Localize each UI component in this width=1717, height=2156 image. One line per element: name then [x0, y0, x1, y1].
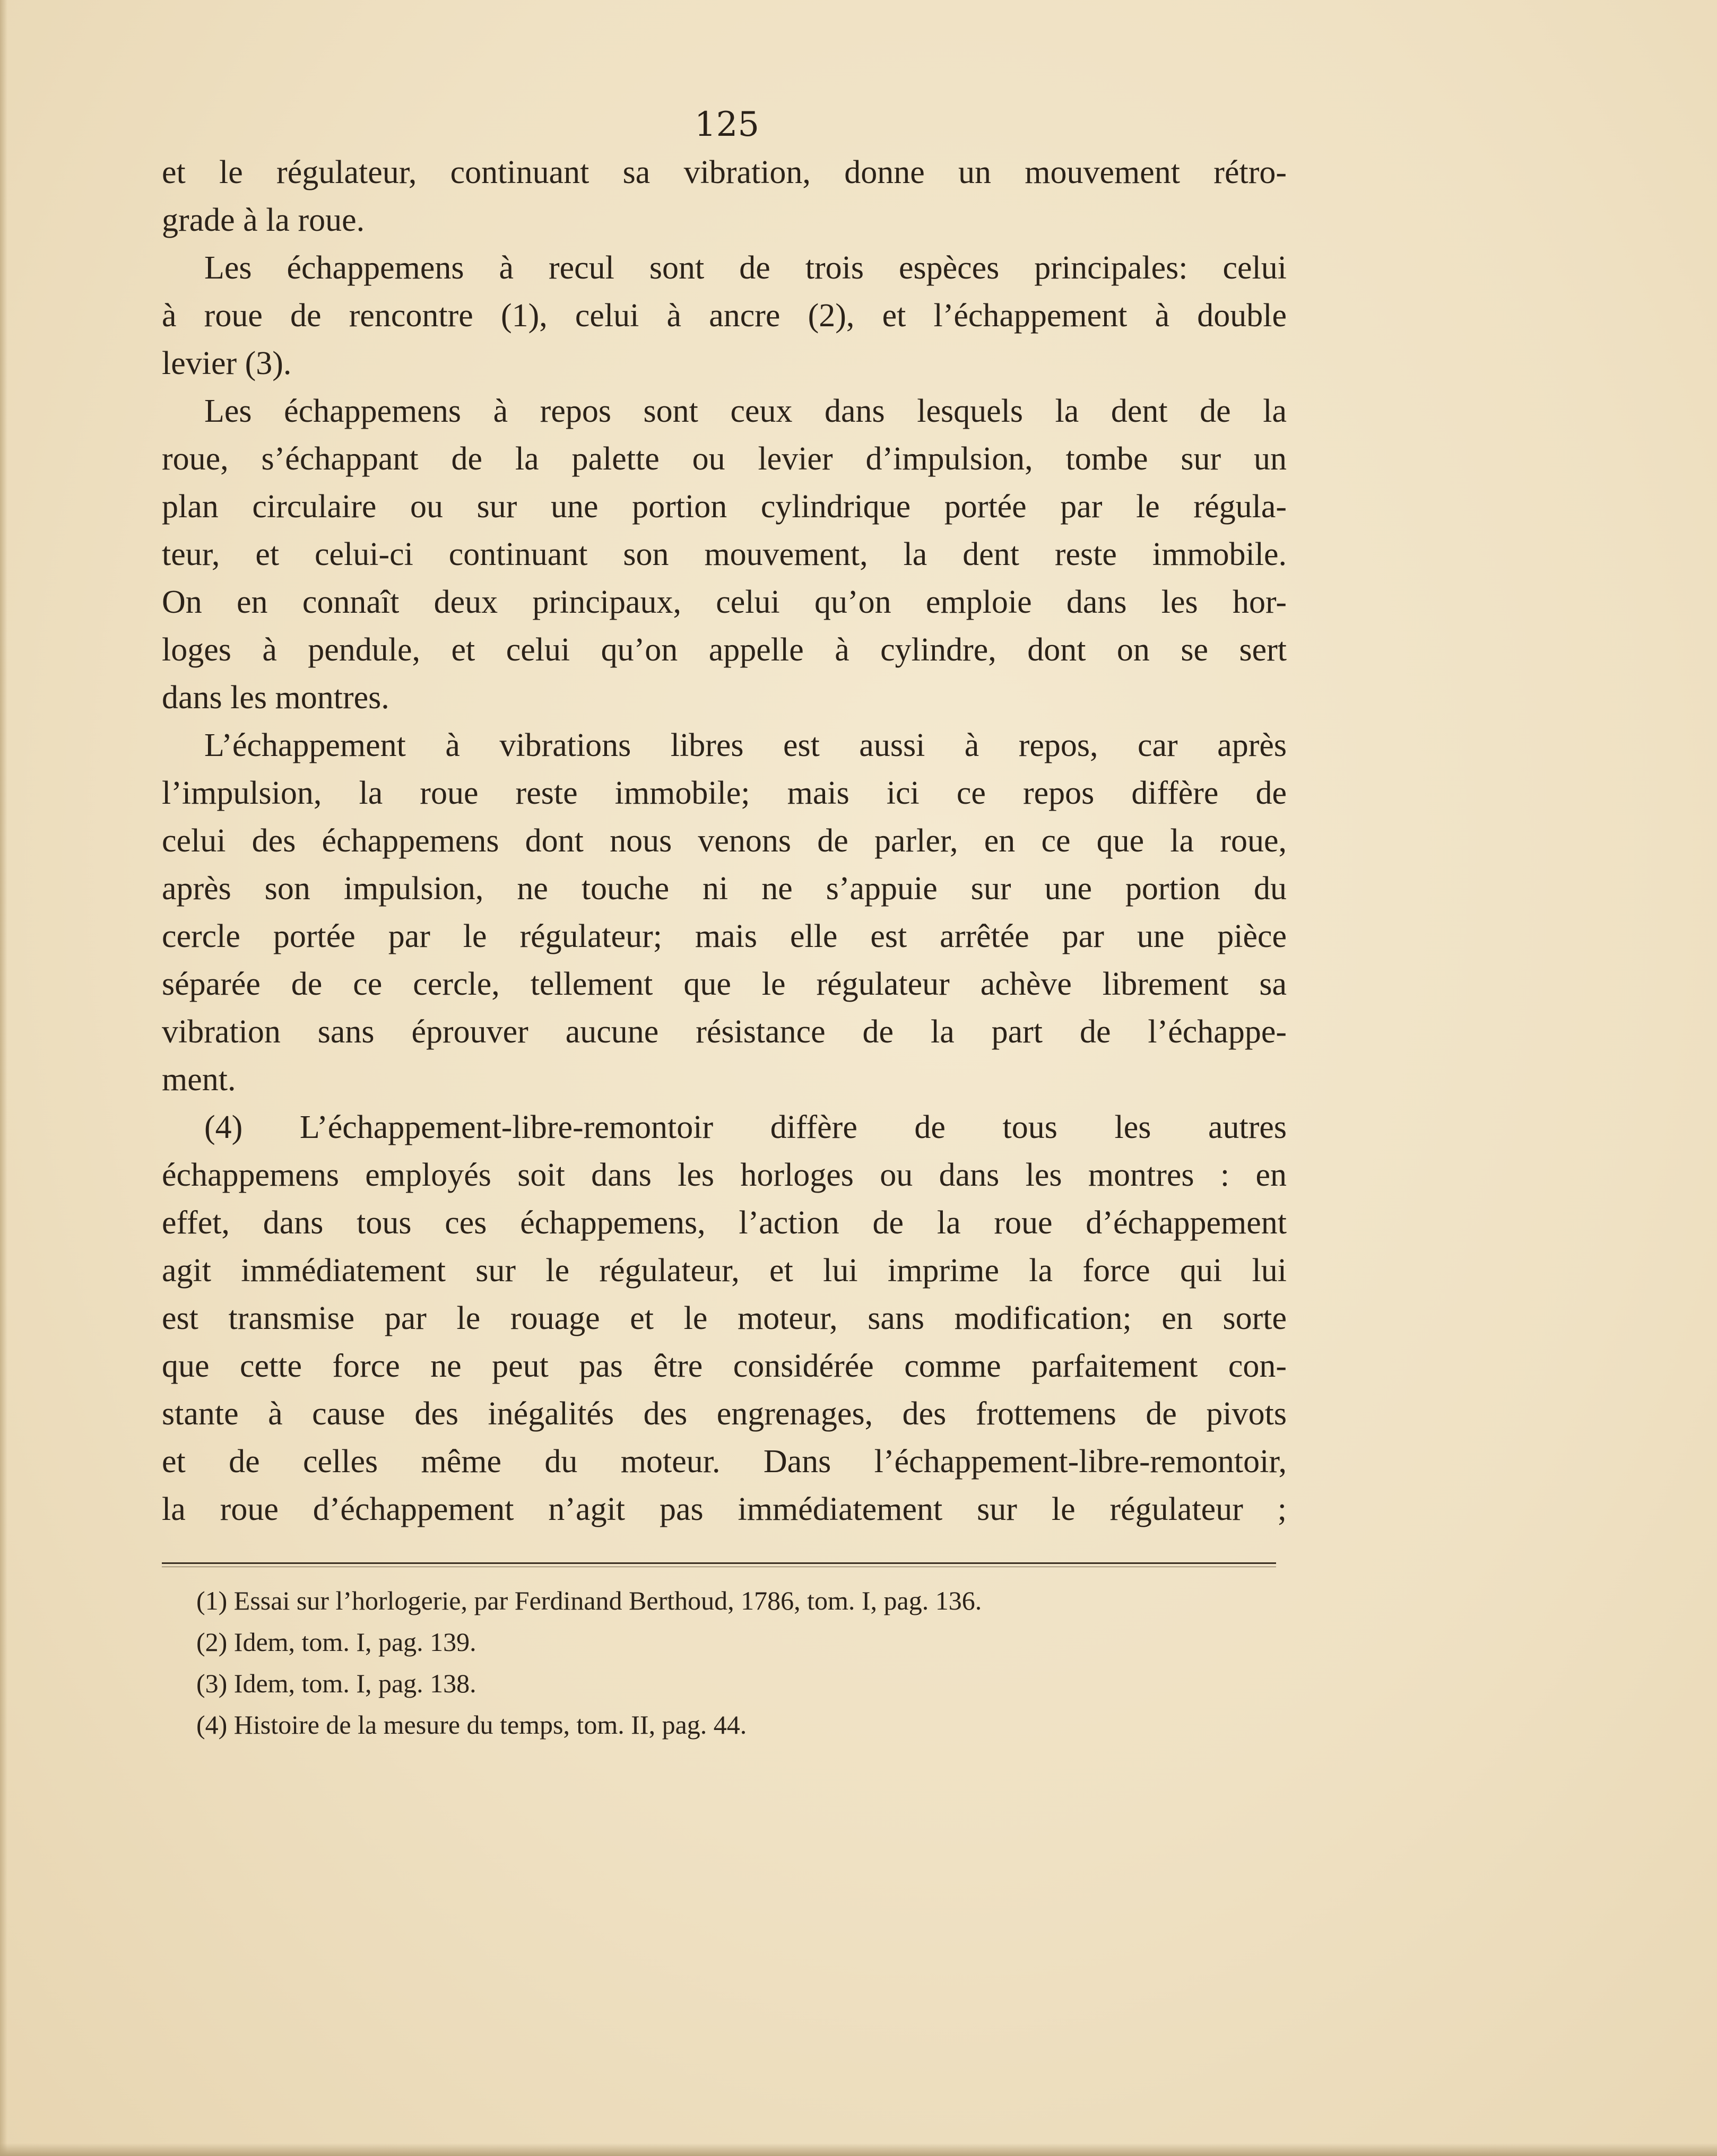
text-line: que cette force ne peut pas être considérée comme parfaitement con-: [162, 1348, 1287, 1384]
text-line: à roue de rencontre (1), celui à ancre (2), et l’échappement à double: [162, 298, 1287, 334]
text-line: est transmise par le rouage et le moteur, sans modification; en sorte: [162, 1300, 1287, 1336]
footnote: (1) Essai sur l’horlogerie, par Ferdinand Berthoud, 1786, tom. I, pag. 136.: [196, 1586, 982, 1615]
text-line: et le régulateur, continuant sa vibration, donne un mouvement rétro-: [162, 154, 1287, 190]
text-line: la roue d’échappement n’agit pas immédiatement sur le régulateur ;: [162, 1491, 1287, 1527]
text-line: plan circulaire ou sur une portion cylindrique portée par le régula-: [162, 489, 1287, 525]
text-line: l’impulsion, la roue reste immobile; mais ici ce repos diffère de: [162, 775, 1287, 811]
text-line: échappemens employés soit dans les horloges ou dans les montres : en: [162, 1157, 1287, 1193]
text-line: stante à cause des inégalités des engrenages, des frottemens de pivots: [162, 1396, 1287, 1432]
text-line: loges à pendule, et celui qu’on appelle à cylindre, dont on se sert: [162, 632, 1287, 668]
text-line: et de celles même du moteur. Dans l’échappement-libre-remontoir,: [162, 1444, 1287, 1480]
text-line: grade à la roue.: [162, 202, 365, 238]
text-line: On en connaît deux principaux, celui qu’on emploie dans les hor-: [162, 584, 1287, 620]
footnote-rule: [162, 1562, 1276, 1564]
text-line: roue, s’échappant de la palette ou levier d’impulsion, tombe sur un: [162, 441, 1287, 477]
text-line: ment.: [162, 1062, 236, 1098]
footnote: (3) Idem, tom. I, pag. 138.: [196, 1668, 476, 1698]
footnote: (4) Histoire de la mesure du temps, tom. II, pag. 44.: [196, 1710, 747, 1740]
text-line: cercle portée par le régulateur; mais elle est arrêtée par une pièce: [162, 918, 1287, 954]
text-line: séparée de ce cercle, tellement que le régulateur achève librement sa: [162, 966, 1287, 1002]
main-text: [162, 149, 1287, 1533]
footnote: (2) Idem, tom. I, pag. 139.: [196, 1627, 476, 1657]
text-line: (4) L’échappement-libre-remontoir diffère de tous les autres: [204, 1109, 1287, 1145]
text-line: vibration sans éprouver aucune résistance de la part de l’échappe-: [162, 1014, 1287, 1050]
text-line: levier (3).: [162, 345, 292, 381]
text-line: après son impulsion, ne touche ni ne s’appuie sur une portion du: [162, 871, 1287, 907]
page-number: 125: [694, 105, 760, 144]
footnotes: [196, 1580, 1258, 1745]
text-line: agit immédiatement sur le régulateur, et lui imprime la force qui lui: [162, 1253, 1287, 1289]
text-line: effet, dans tous ces échappemens, l’action de la roue d’échappement: [162, 1205, 1287, 1241]
page-edge-left: [0, 0, 7, 2156]
page-edge-bottom: [0, 2143, 1717, 2156]
text-line: Les échappemens à recul sont de trois espèces principales: celui: [204, 250, 1287, 286]
text-line: teur, et celui-ci continuant son mouvement, la dent reste immobile.: [162, 536, 1287, 572]
text-line: Les échappemens à repos sont ceux dans lesquels la dent de la: [204, 393, 1287, 429]
text-line: celui des échappemens dont nous venons de parler, en ce que la roue,: [162, 823, 1287, 859]
text-line: dans les montres.: [162, 680, 389, 716]
text-line: L’échappement à vibrations libres est aussi à repos, car après: [204, 727, 1287, 763]
